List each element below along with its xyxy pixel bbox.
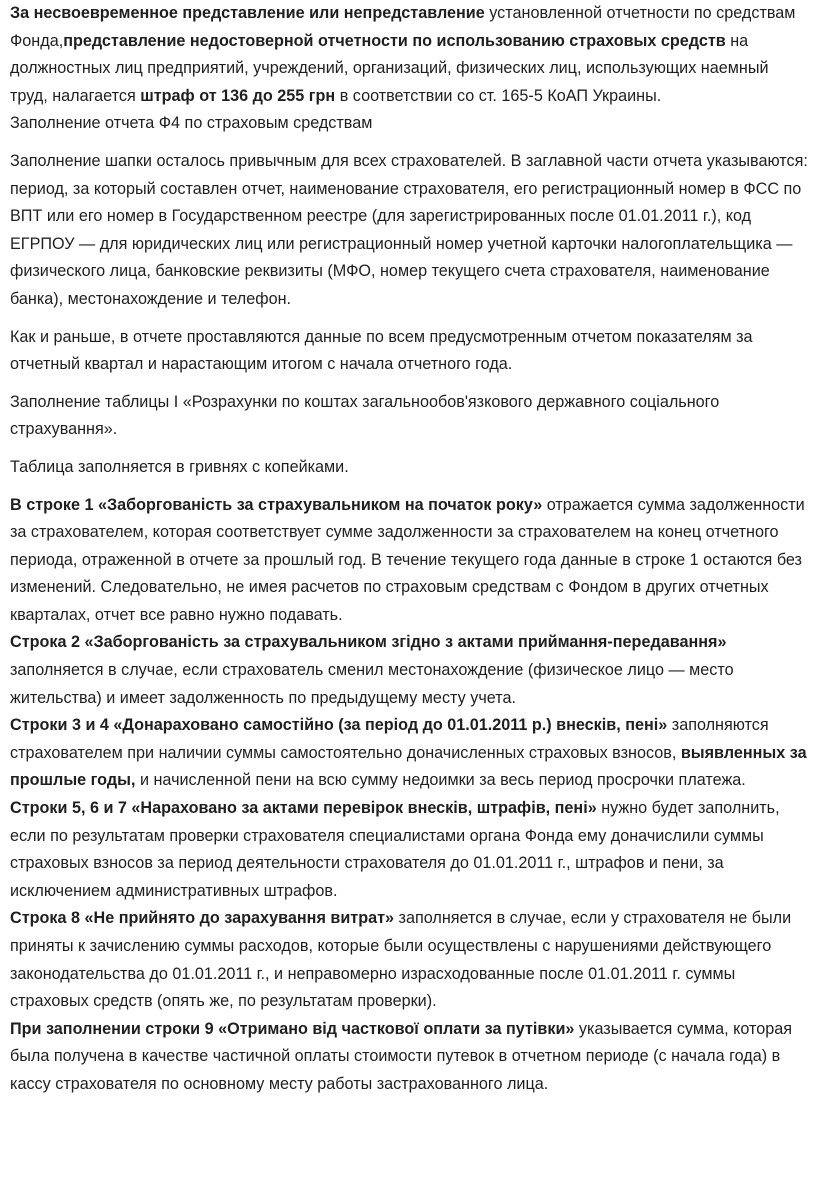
- bold-text: За несвоевременное представление или непредставление: [10, 4, 485, 22]
- paragraph-row-2: [10, 629, 808, 712]
- text: отражается сумма задолженности за страхователем, которая соответствует сумме задолженности за страхователем на конец отчетного периода, отраженной в отчете за прошлый год. В течение текущего года данные в строке 1 остаются без изменений. Следовательно, не имея расчетов по страховым средствам с Фондом в других отчетных кварталах, отчет все равно нужно подавать.: [10, 495, 805, 624]
- paragraph-rows-5-7: [10, 795, 808, 905]
- text: нужно будет заполнить, если по результатам проверки страхователя специалистами органа Фонда ему доначислили суммы страховых взносов за период деятельности страхователя до 01.01.2011 г., штрафов и пени, за исключением административных штрафов.: [10, 799, 780, 900]
- bold-text: Строка 8 «Не прийнято до зарахування витрат»: [10, 909, 395, 928]
- text: указывается сумма, которая была получена в качестве частичной оплаты стоимости путевок в отчетном периоде (с начала года) в кассу страхователя по основному месту работы застрахованного лица.: [10, 1019, 792, 1093]
- paragraph-table-fill: Заполнение таблицы I «Розрахунки по коштах загальнообов'язкового державного соціального страхування».: [10, 392, 720, 439]
- bold-text: выявленных за прошлые годы,: [10, 743, 807, 790]
- text: заполняется в случае, если у страхователя не были приняты к зачислению суммы расходов, которые были осуществлены с нарушениями действующего законодательства до 01.01.2011 г., и неправомерно израсходованные после 01.01.2011 г. суммы страховых средств (опять же, по результатам проверки).: [10, 909, 792, 1011]
- text: заполняется в случае, если страхователь сменил местонахождение (физическое лицо — место жительства) и имеет задолженность по предыдущему месту учета.: [10, 661, 734, 707]
- bold-text: штраф от 136 до 255 грн: [140, 86, 336, 105]
- text: заполняются страхователем при наличии суммы самостоятельно доначисленных страховых взносов,: [10, 716, 769, 762]
- paragraph-row-8: [10, 905, 808, 1015]
- text: установленной отчетности по средствам Фонда,: [10, 4, 796, 50]
- paragraph-fine: [10, 0, 808, 110]
- text: на должностных лиц предприятий, учреждений, организаций, физических лиц, использующих наемный труд, налагается: [10, 31, 769, 105]
- bold-text: Строка 2 «Заборгованість за страхувальником згідно з актами приймання-передавання»: [10, 633, 727, 652]
- text: в соответствии со ст. 165-5 КоАП Украины.: [335, 86, 662, 105]
- paragraph-header-fill: Заполнение шапки осталось привычным для всех страхователей. В заглавной части отчета указываются: период, за который составлен отчет, наименование страхователя, его регистрационный номер в ФСС по ВПТ или его номер в Государственном реестре (для зарегистрированных после 01.01.2011 г.), код ЕГРПОУ — для юридических лиц или регистрационный номер учетной карточки налогоплательщика — физического лица, банковские реквизиты (МФО, номер текущего счета страхователя, наименование банка), местонахождение и телефон.: [10, 151, 808, 308]
- bold-text: представление недостоверной отчетности по использованию страховых средств: [63, 31, 726, 50]
- bold-text: Строки 5, 6 и 7 «Нараховано за актами перевірок внесків, штрафів, пені»: [10, 799, 597, 818]
- paragraph-row-1: [10, 492, 808, 630]
- section-heading: Заполнение отчета Ф4 по страховым средствам: [10, 114, 373, 133]
- bold-text: При заполнении строки 9 «Отримано від часткової оплати за путівки»: [10, 1019, 575, 1038]
- bold-text: Строки 3 и 4 «Донараховано самостійно (за період до 01.01.2011 р.) внесків, пені»: [10, 716, 668, 735]
- paragraph-row-9: [10, 1016, 808, 1099]
- paragraph-currency: Таблица заполняется в гривнях с копейками.: [10, 457, 349, 476]
- paragraph-rows-3-4: [10, 712, 808, 795]
- text: и начисленной пени на всю сумму недоимки за весь период просрочки платежа.: [135, 771, 746, 790]
- bold-text: В строке 1 «Заборгованість за страхувальником на початок року»: [10, 495, 543, 514]
- paragraph-data: Как и раньше, в отчете проставляются данные по всем предусмотренным отчетом показателям за отчетный квартал и нарастающим итогом с начала отчетного года.: [10, 327, 753, 374]
